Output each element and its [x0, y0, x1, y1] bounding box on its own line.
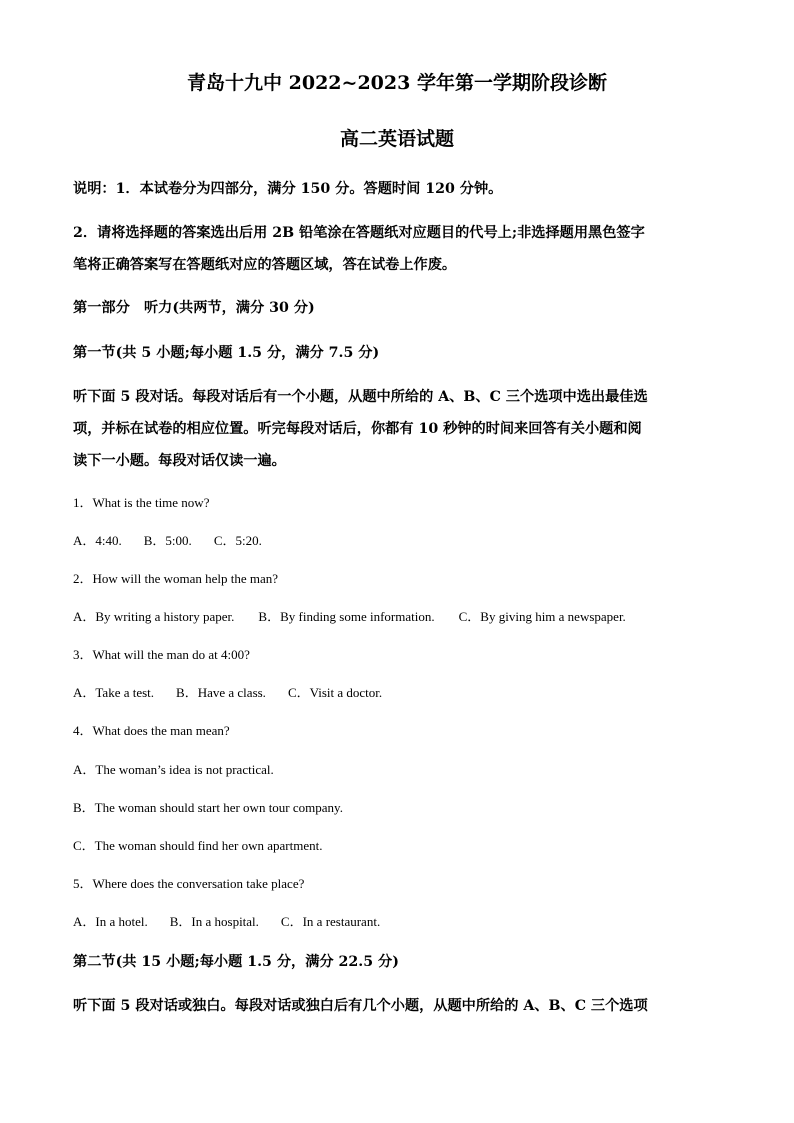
section1-directions-line: 听下面 5 段对话。每段对话后有一个小题，从题中所给的 A、B、C 三个选项中选出最佳选	[73, 389, 648, 405]
question-options	[73, 606, 723, 625]
option-b: B．5:00.	[143, 533, 192, 548]
option-a: A．Take a test.	[73, 685, 155, 700]
question-stem: 4．What does the man mean?	[73, 723, 230, 738]
exam-title: 青岛十九中 2022~2023 学年第一学期阶段诊断	[187, 72, 607, 94]
option-c: C．By giving him a newspaper.	[458, 609, 626, 624]
option-a: A．In a hotel.	[73, 914, 148, 929]
option-b: B．In a hospital.	[169, 914, 259, 929]
option-c: C．In a restaurant.	[280, 914, 381, 929]
section1-heading: 第一节(共 5 小题;每小题 1.5 分，满分 7.5 分)	[73, 345, 380, 361]
question-options	[73, 911, 723, 930]
question-stem: 3．What will the man do at 4:00?	[73, 647, 250, 662]
option-c: C．The woman should find her own apartment.	[73, 838, 323, 853]
question-stem: 2．How will the woman help the man?	[73, 571, 279, 586]
question-options	[73, 530, 723, 549]
option-a: A．The woman’s idea is not practical.	[73, 762, 274, 777]
question-stem: 1．What is the time now?	[73, 495, 210, 510]
exam-subtitle: 高二英语试题	[339, 128, 454, 150]
option-a: A．By writing a history paper.	[73, 609, 235, 624]
section1-directions-line: 项，并标在试卷的相应位置。听完每段对话后，你都有 10 秒钟的时间来回答有关小题和阅	[73, 421, 642, 437]
instruction-line-2b: 笔将正确答案写在答题纸对应的答题区域，答在试卷上作废。	[73, 257, 457, 273]
question-options	[73, 682, 723, 701]
section2-directions-line: 听下面 5 段对话或独白。每段对话或独白后有几个小题，从题中所给的 A、B、C 三个选项	[73, 998, 648, 1014]
option-b: B．The woman should start her own tour company.	[73, 800, 343, 815]
option-c: C．Visit a doctor.	[287, 685, 383, 700]
section2-heading: 第二节(共 15 小题;每小题 1.5 分，满分 22.5 分)	[73, 954, 399, 970]
instruction-line-2a: 2．请将选择题的答案选出后用 2B 铅笔涂在答题纸对应题目的代号上;非选择题用黑色签字	[73, 225, 645, 241]
option-b: B．By finding some information.	[258, 609, 435, 624]
question-stem: 5．Where does the conversation take place?	[73, 876, 305, 891]
option-c: C．5:20.	[213, 533, 262, 548]
option-a: A．4:40.	[73, 533, 122, 548]
part1-heading: 第一部分 听力(共两节，满分 30 分)	[73, 300, 315, 316]
option-b: B．Have a class.	[176, 685, 266, 700]
section1-directions-line: 读下一小题。每段对话仅读一遍。	[73, 453, 286, 469]
instruction-line-1: 说明：1．本试卷分为四部分，满分 150 分。答题时间 120 分钟。	[73, 181, 503, 197]
